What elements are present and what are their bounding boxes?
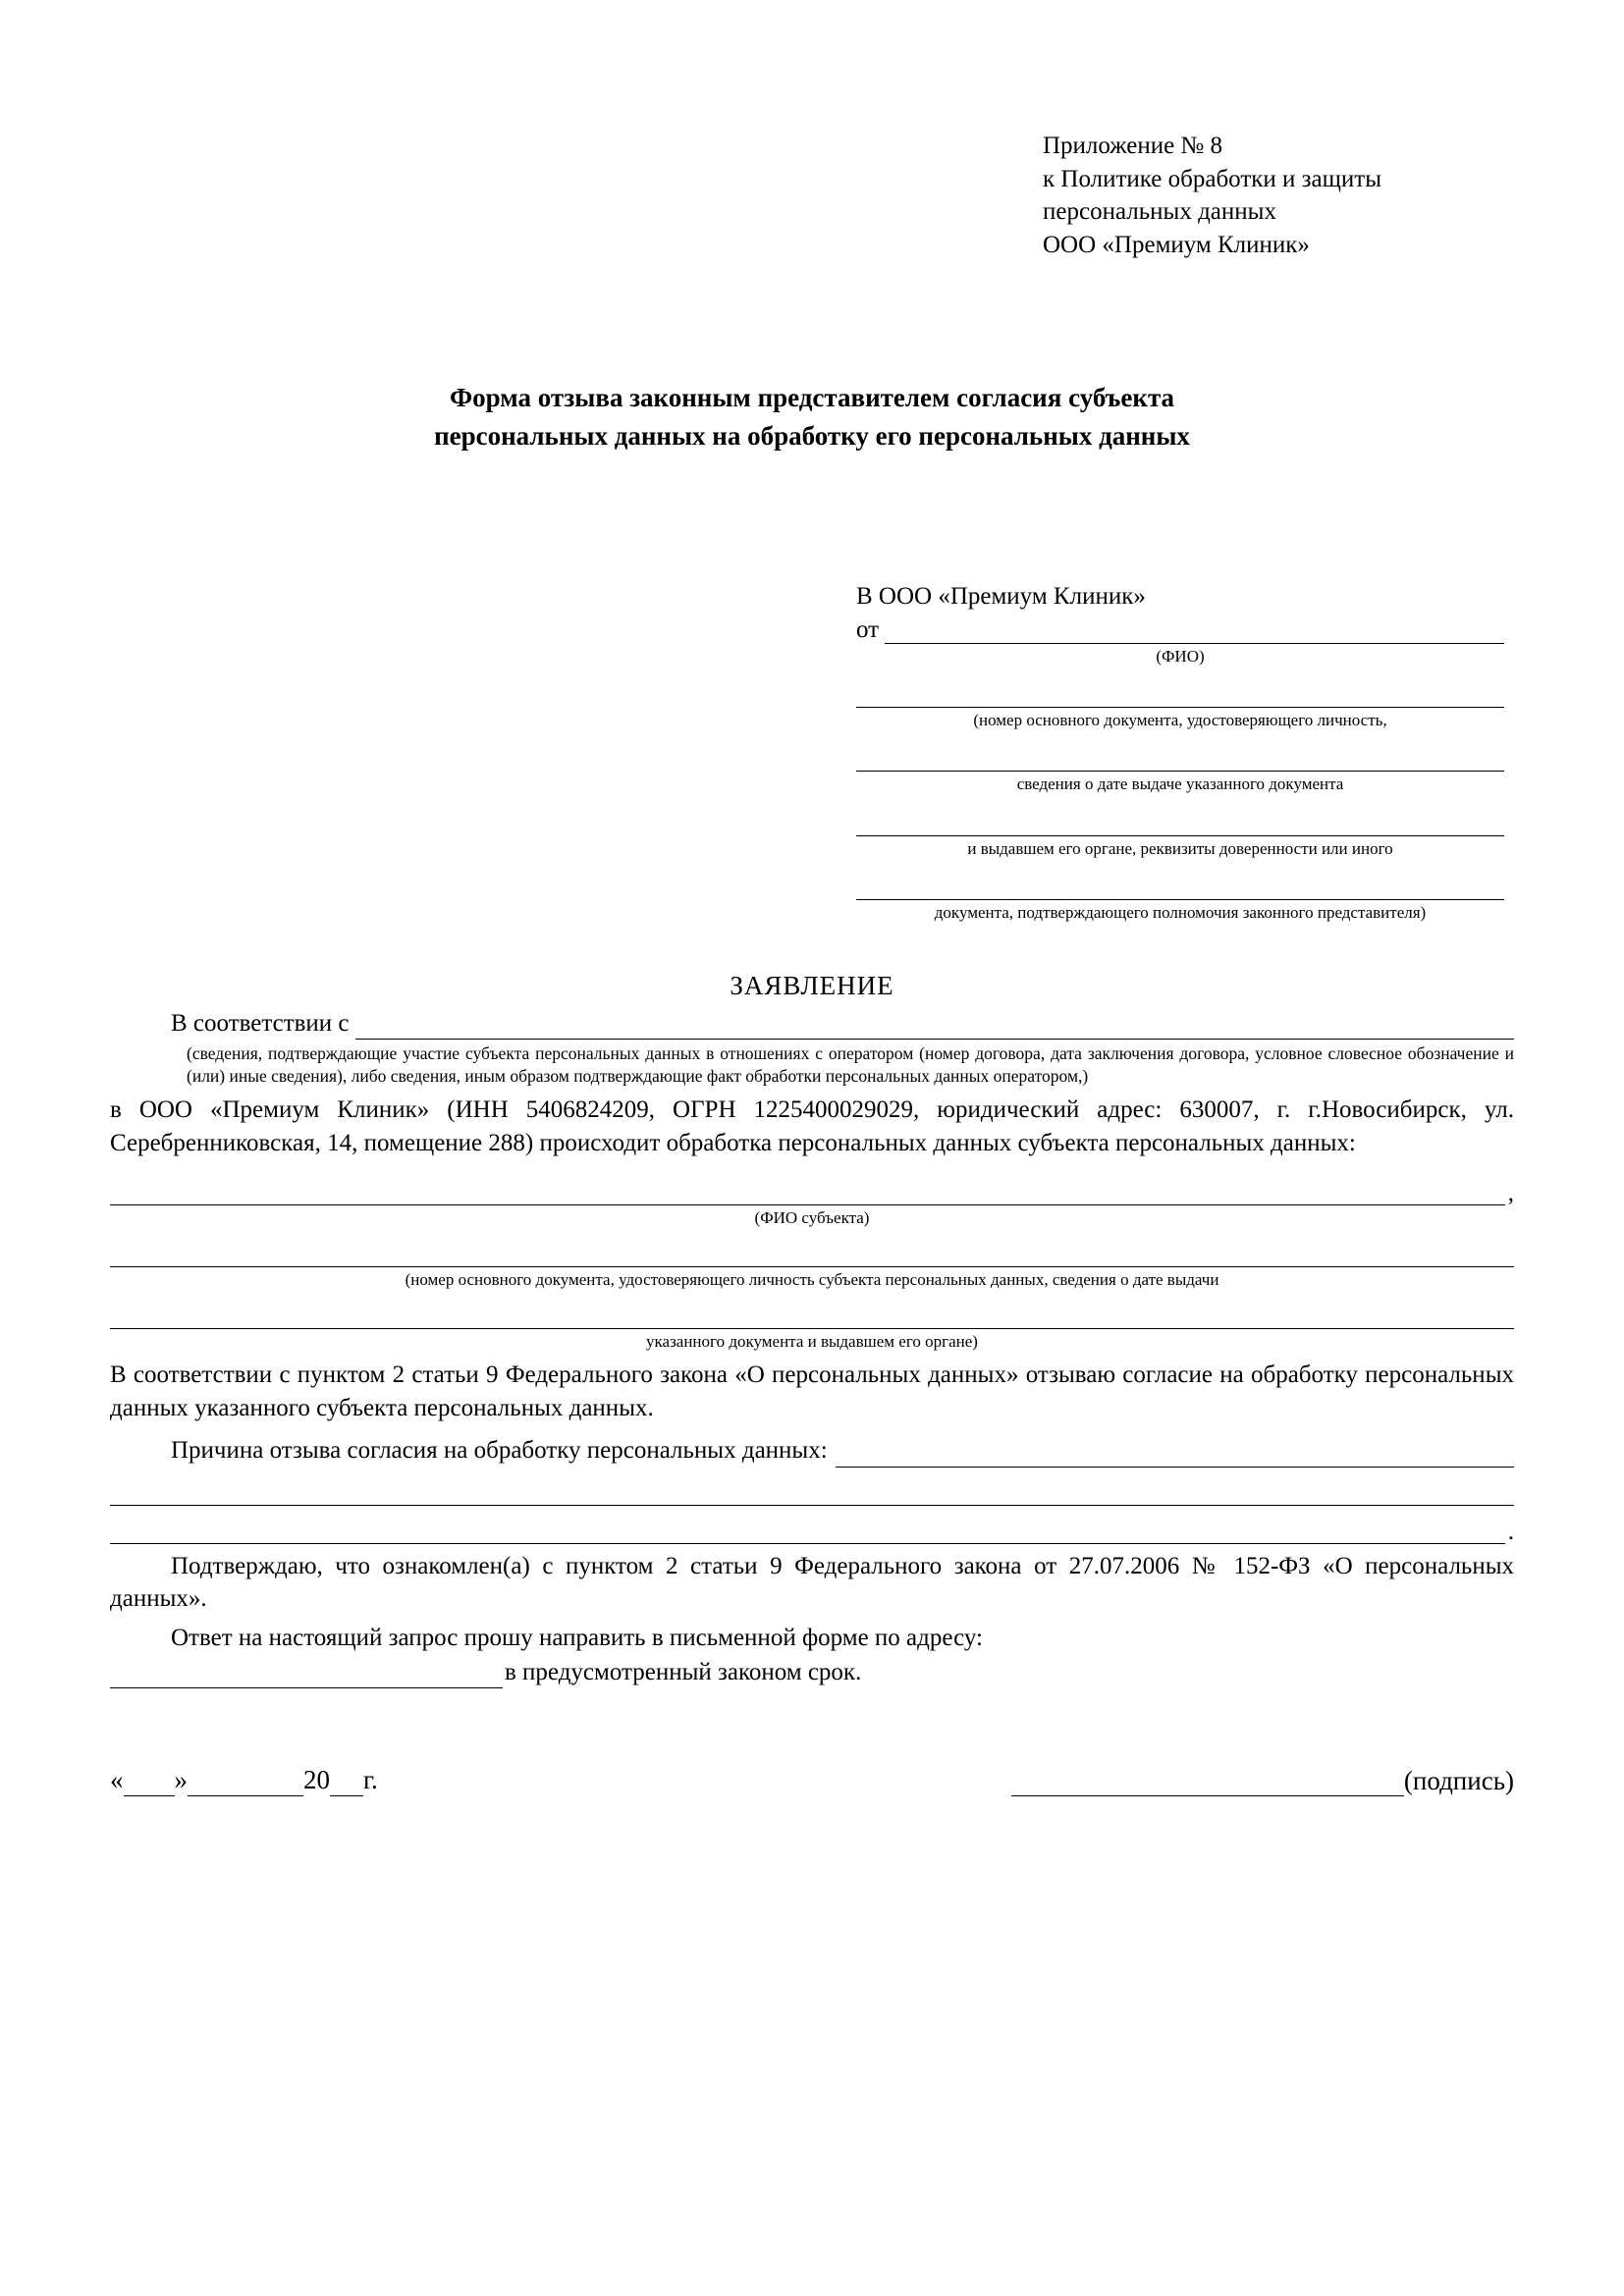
basis-label: В соответствии с [171,1009,350,1037]
reason-input-2[interactable] [110,1477,1514,1506]
date-year-suffix: г. [363,1765,378,1795]
answer-paragraph: Ответ на настоящий запрос прошу направить в письменной форме по адресу: [171,1624,983,1651]
from-label: от [856,616,880,644]
reason-label: Причина отзыва согласия на обработку персональных данных: [171,1437,828,1465]
doc-authority-caption: документа, подтверждающего полномочия законного представителя) [934,902,1427,922]
doc-authority-input[interactable] [856,870,1504,900]
appendix-number: Приложение № 8 [1043,133,1223,159]
signature-input[interactable] [1011,1766,1404,1796]
subject-doc-input[interactable] [110,1239,1514,1267]
doc-date-caption: сведения о дате выдаче указанного документа [1016,774,1344,794]
subject-doc-caption: (номер основного документа, удостоверяющего личность субъекта персональных данных, сведения о дате выдачи [405,1270,1219,1290]
from-fio-input[interactable] [885,617,1504,644]
appendix-header [1043,130,1514,261]
page-title-line-2: персональных данных на обработку его персональных данных [434,421,1190,452]
from-row [856,616,1504,644]
reason-row [110,1434,1514,1467]
doc-organ-input[interactable] [856,806,1504,836]
page-title-line-1: Форма отзыва законным представителем согласия субъекта [449,383,1175,412]
appendix-policy-line-1: к Политике обработки и защиты [1043,165,1382,192]
basis-input[interactable] [355,1013,1514,1040]
statement-heading: ЗАЯВЛЕНИЕ [730,970,894,1000]
reason-input-1[interactable] [836,1441,1514,1468]
doc-date-input[interactable] [856,741,1504,772]
subject-doc-organ-input[interactable] [110,1301,1514,1329]
answer-address-row [110,1656,1514,1688]
subject-fio-input[interactable] [110,1177,1505,1205]
subject-fio-row [110,1177,1514,1205]
doc-number-caption: (номер основного документа, удостоверяющего личность, [973,711,1387,730]
doc-organ-caption: и выдавшем его органе, реквизиты доверенности или иного [967,838,1393,858]
subject-fio-comma: , [1507,1180,1514,1207]
appendix-policy-line-2: персональных данных [1043,198,1276,225]
operator-paragraph: в ООО «Премиум Клиник» (ИНН 5406824209, ОГРН 1225400029029, юридический адрес: 630007, г. г.Новосибирск, ул. Серебренниковская, 14, помещение 288) происходит обработка персональных данных субъекта персональных данных: [110,1096,1514,1156]
subject-fio-caption: (ФИО субъекта) [754,1208,870,1228]
page-title [110,379,1514,455]
addressee-organization: В ООО «Премиум Клиник» [856,583,1146,611]
reason-period: . [1507,1518,1514,1545]
date-quote-open: « [110,1765,124,1795]
signature-caption: (подпись) [1403,1766,1514,1796]
subject-doc-organ-caption: указанного документа и выдавшем его органе) [646,1332,978,1352]
doc-number-input[interactable] [856,677,1504,708]
confirm-paragraph: Подтверждаю, что ознакомлен(а) с пунктом 2 статьи 9 Федерального закона от 27.07.2006 № 152-ФЗ «О персональных данных». [110,1552,1514,1613]
date-field[interactable] [110,1765,378,1796]
signature-row [110,1765,1514,1796]
appendix-organization: ООО «Премиум Клиник» [1043,231,1310,258]
date-year-label: 20 [303,1765,330,1795]
date-quote-close: » [174,1765,188,1795]
revoke-paragraph: В соответствии с пунктом 2 статьи 9 Федерального закона «О персональных данных» отзываю согласие на обработку персональных данных указанного субъекта персональных данных. [110,1362,1514,1421]
reason-input-3[interactable] [110,1516,1505,1544]
addressee-block [856,583,1504,923]
basis-row [110,1007,1514,1040]
answer-address-tail: в предусмотренный законом срок. [505,1659,862,1686]
reason-row-3 [110,1516,1514,1544]
answer-address-input[interactable] [110,1662,503,1688]
from-fio-caption: (ФИО) [1156,647,1205,667]
basis-caption: (сведения, подтверждающие участие субъекта персональных данных в отношениях с оператором (номер договора, дата заключения договора, условное словесное обозначение и (или) иные сведения), либо сведения, иным образом подтверждающие факт обработки персональных данных оператором,) [187,1043,1514,1087]
